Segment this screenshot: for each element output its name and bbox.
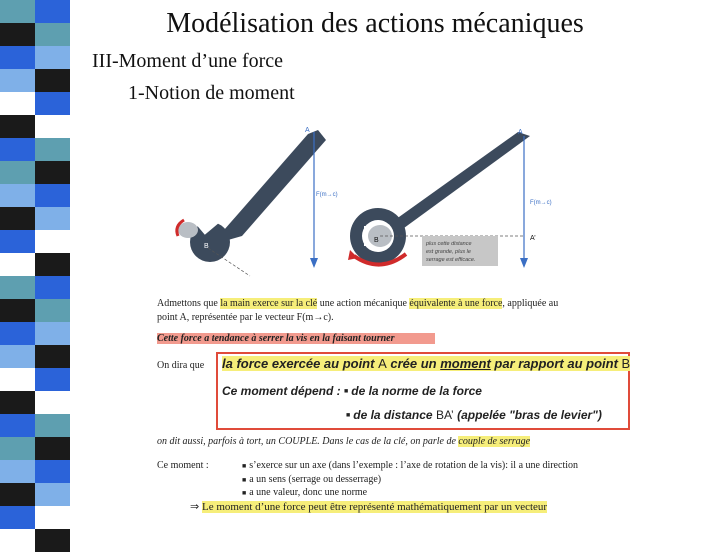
- stripe-tile: [35, 92, 70, 115]
- property-sense: [242, 474, 381, 485]
- stripe-tile: [0, 46, 35, 69]
- stripe-tile: [0, 322, 35, 345]
- stripe-tile: [35, 253, 70, 276]
- stripe-tile: [0, 253, 35, 276]
- stripe-tile: [0, 529, 35, 552]
- stripe-tile: [35, 414, 70, 437]
- stripe-tile: [0, 391, 35, 414]
- stripe-tile: [0, 115, 35, 138]
- property-sense-text: a un sens (serrage ou desserrage): [249, 474, 382, 485]
- stripe-tile: [0, 414, 35, 437]
- stripe-tile: [35, 161, 70, 184]
- bullet-icon: ■: [242, 488, 247, 497]
- left-wrench: [177, 130, 326, 276]
- property-direction: [242, 460, 578, 471]
- def-text-c: par rapport au point: [490, 356, 622, 371]
- right-note-line-2: est grande, plus le: [426, 249, 471, 255]
- right-force-label: F(m→c): [530, 200, 552, 206]
- implies-arrow-icon: ⇒: [190, 501, 200, 513]
- stripe-tile: [35, 276, 70, 299]
- left-point-b: B: [204, 243, 209, 250]
- intro-text: Admettons que: [157, 298, 221, 309]
- stripe-tile: [0, 230, 35, 253]
- highlight-hand: la main exerce sur la clé: [220, 298, 318, 309]
- right-point-a: A: [518, 129, 523, 136]
- stripe-tile: [35, 345, 70, 368]
- wrench-diagram: [168, 118, 628, 288]
- intro-text-mid: une action mécanique: [317, 298, 410, 309]
- def-text-a: la force exercée au point: [222, 356, 379, 371]
- intro-line-2: point A, représentée par le vecteur F(m→c).: [157, 312, 334, 323]
- conclusion-text: Le moment d’une force peut être représenté mathématiquement par un vecteur: [201, 501, 548, 513]
- moment-depends-line: [222, 384, 482, 398]
- right-point-b: B: [374, 237, 379, 244]
- moment-definition-line: [222, 356, 630, 371]
- stripe-tile: [0, 138, 35, 161]
- stripe-tile: [0, 368, 35, 391]
- stripe-tile: [0, 276, 35, 299]
- distance-ba: BA’: [435, 408, 454, 422]
- stripe-tile: [0, 345, 35, 368]
- stripe-tile: [0, 437, 35, 460]
- moment-distance-line: [346, 408, 602, 422]
- subsection-heading: 1-Notion de moment: [128, 82, 295, 104]
- lever-arm-label: (appelée "bras de levier"): [453, 408, 602, 422]
- stripe-tile: [35, 69, 70, 92]
- stripe-tile: [0, 506, 35, 529]
- stripe-tile: [0, 460, 35, 483]
- right-point-a-prime: A’: [530, 235, 536, 242]
- intro-line-1: [157, 298, 558, 309]
- right-note-line-3: serrage est efficace.: [426, 257, 476, 263]
- slide-title: Modélisation des actions mécaniques: [166, 8, 584, 39]
- highlight-force: équivalente à une force: [409, 298, 503, 309]
- moment-definition-box: [216, 352, 630, 430]
- stripe-tile: [0, 161, 35, 184]
- stripe-tile: [35, 207, 70, 230]
- right-note-line-1: plus cette distance: [426, 241, 472, 247]
- property-value-text: a une valeur, donc une norme: [249, 487, 368, 498]
- on-dira-label: On dira que: [157, 360, 205, 371]
- stripe-tile: [35, 437, 70, 460]
- ce-moment-label: Ce moment :: [157, 460, 209, 471]
- stripe-tile: [35, 322, 70, 345]
- property-direction-text: s’exerce sur un axe (dans l’exemple : l’axe de rotation de la vis): il a une direction: [249, 460, 578, 471]
- stripe-tile: [35, 483, 70, 506]
- stripe-tile: [35, 46, 70, 69]
- def-text-b: crée un: [386, 356, 441, 371]
- stripe-tile: [35, 115, 70, 138]
- stripe-tile: [35, 230, 70, 253]
- stripe-tile: [35, 529, 70, 552]
- stripe-tile: [35, 184, 70, 207]
- tendency-statement: Cette force a tendance à serrer la vis en la faisant tourner: [157, 333, 435, 344]
- bullet-icon: ■: [242, 461, 247, 470]
- stripe-tile: [35, 138, 70, 161]
- depends-norm: de la norme de la force: [351, 384, 482, 398]
- stripe-tile: [35, 391, 70, 414]
- couple-text: on dit aussi, parfois à tort, un COUPLE. Dans le cas de la clé, on parle de: [157, 436, 459, 447]
- stripe-tile: [0, 69, 35, 92]
- couple-line: [157, 436, 530, 447]
- right-wrench: [348, 132, 530, 268]
- highlight-couple: couple de serrage: [458, 436, 531, 447]
- stripe-tile: [0, 483, 35, 506]
- def-point-b: B: [621, 356, 631, 371]
- stripe-tile: [35, 506, 70, 529]
- stripe-tile: [0, 184, 35, 207]
- def-moment: moment: [440, 356, 491, 371]
- conclusion-line: [190, 500, 547, 513]
- stripe-tile: [35, 299, 70, 322]
- section-heading: III-Moment d’une force: [92, 50, 284, 72]
- left-point-a: A: [305, 127, 310, 134]
- bullet-icon: ■: [346, 412, 351, 420]
- stripe-tile: [0, 299, 35, 322]
- stripe-tile: [35, 368, 70, 391]
- decorative-stripe: [0, 0, 70, 540]
- stripe-tile: [0, 92, 35, 115]
- bullet-icon: ■: [344, 388, 349, 396]
- property-value: [242, 487, 367, 498]
- depends-label: Ce moment dépend :: [222, 384, 345, 398]
- left-force-label: F(m→c): [316, 192, 338, 198]
- bullet-icon: ■: [242, 475, 247, 484]
- stripe-tile: [35, 460, 70, 483]
- distance-label: de la distance: [353, 408, 436, 422]
- stripe-tile: [0, 207, 35, 230]
- def-point-a: A: [378, 356, 387, 371]
- intro-text-post: , appliquée au: [502, 298, 559, 309]
